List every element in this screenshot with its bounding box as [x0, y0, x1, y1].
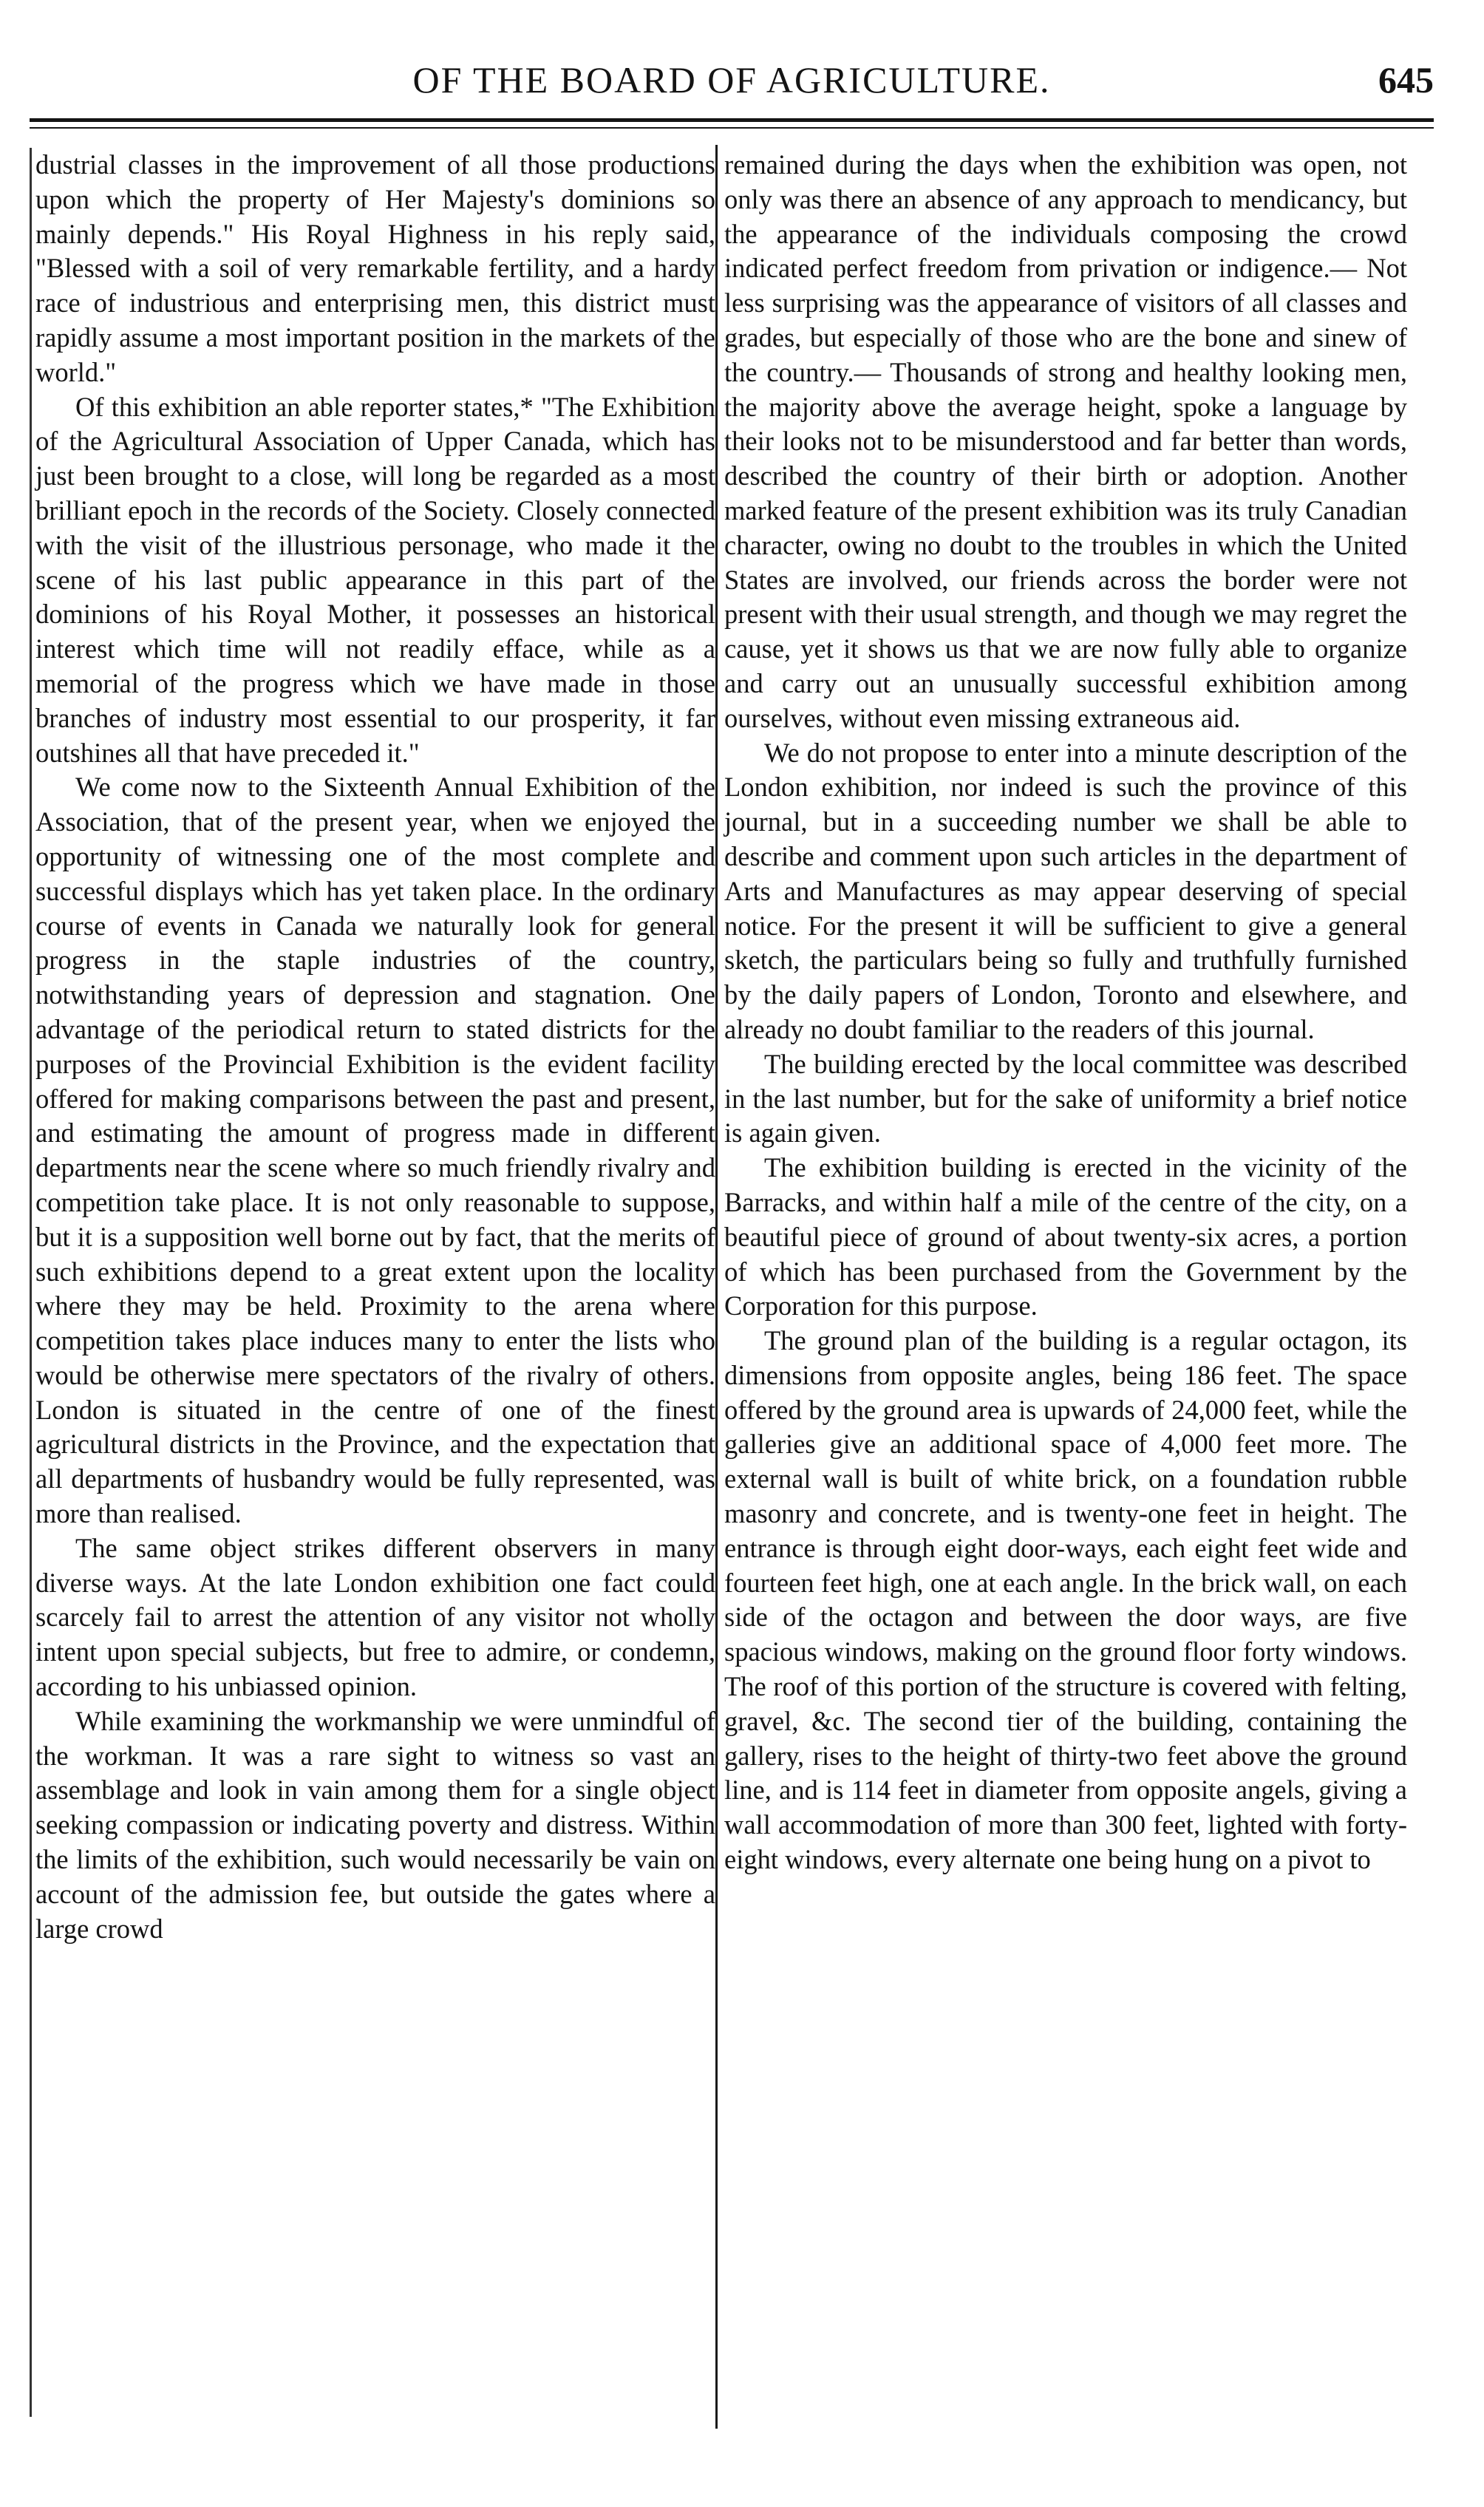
page-number: 645	[1378, 59, 1434, 101]
running-title: OF THE BOARD OF AGRICULTURE.	[412, 59, 1051, 101]
right-paragraph-3: The building erected by the local committee was described in the last number, but for the sake of uniformity a brief notice is again given.	[724, 1048, 1407, 1149]
header-rule-thin	[30, 127, 1434, 129]
left-paragraph-1: dustrial classes in the improvement of all those productions upon which the property of Her Majesty's dominions so mainly depends." His Royal Highness in his reply said, "Blessed with a soil of very remarkable fertility, and a hardy race of industrious and enterprising men, this district must rapidly assume a most important position in the markets of the world."	[35, 149, 715, 387]
column-divider	[715, 145, 718, 2429]
page-header	[30, 50, 1434, 109]
header-rule-thick	[30, 118, 1434, 122]
left-paragraph-4: The same object strikes different observers in many diverse ways. At the late London exhibition one fact could scarcely fail to arrest the attention of any visitor not wholly intent upon special subjects, but free to admire, or condemn, according to his unbiassed opinion.	[35, 1532, 715, 1702]
left-margin-line	[30, 148, 32, 2417]
right-paragraph-1: remained during the days when the exhibition was open, not only was there an absence of any approach to mendicancy, but the appearance of the individuals composing the crowd indicated perfect freedom from privation or indigence.— Not less surprising was the appearance of visitors of all classes and grades, but especially of those who are the bone and sinew of the country.— Thousands of strong and healthy looking men, the majority above the average height, spoke a language by their looks not to be misunderstood and far better than words, described the country of their birth or adoption. Another marked feature of the present exhibition was its truly Canadian character, owing no doubt to the troubles in which the United States are involved, our friends across the border were not present with their usual strength, and though we may regret the cause, yet it shows us that we are now fully able to organize and carry out an unusually successful exhibition among ourselves, without even missing extraneous aid.	[724, 149, 1407, 733]
left-paragraph-5: While examining the workmanship we were unmindful of the workman. It was a rare sight to witness so vast an assemblage and look in vain among them for a single object seeking compassion or indicating poverty and distress. Within the limits of the exhibition, such would necessarily be vain on account of the admission fee, but outside the gates where a large crowd	[35, 1705, 715, 1944]
right-column	[724, 148, 1407, 1877]
right-paragraph-2: We do not propose to enter into a minute description of the London exhibition, nor indeed is such the province of this journal, but in a succeeding number we shall be able to describe and comment upon such articles in the department of Arts and Manufactures as may appear deserving of special notice. For the present it will be sufficient to give a general sketch, the particulars being so fully and truthfully furnished by the daily papers of London, Toronto and elsewhere, and already no doubt familiar to the readers of this journal.	[724, 737, 1407, 1044]
right-paragraph-4: The exhibition building is erected in the vicinity of the Barracks, and within half a mile of the centre of the city, on a beautiful piece of ground of about twenty-six acres, a portion of which has been purchased from the Government by the Corporation for this purpose.	[724, 1152, 1407, 1321]
left-paragraph-3: We come now to the Sixteenth Annual Exhibition of the Association, that of the present year, when we enjoyed the opportunity of witnessing one of the most complete and successful displays which has yet taken place. In the ordinary course of events in Canada we naturally look for general progress in the staple industries of the country, notwithstanding years of depression and stagnation. One advantage of the periodical return to stated districts for the purposes of the Provincial Exhibition is the evident facility offered for making comparisons between the past and present, and estimating the amount of progress made in different departments near the scene where so much friendly rivalry and competition take place. It is not only reasonable to suppose, but it is a supposition well borne out by fact, that the merits of such exhibitions depend to a great extent upon the locality where they may be held. Proximity to the arena where competition takes place induces many to enter the lists who would be otherwise mere spectators of the rivalry of others. London is situated in the centre of one of the finest agricultural districts in the Province, and the expectation that all departments of husbandry would be fully represented, was more than realised.	[35, 772, 715, 1529]
left-column	[35, 148, 715, 1946]
right-paragraph-5: The ground plan of the building is a regular octagon, its dimensions from opposite angles, being 186 feet. The space offered by the ground area is upwards of 24,000 feet, while the galleries give an additional space of 4,000 feet more. The external wall is built of white brick, on a foundation rubble masonry and concrete, and is twenty-one feet in height. The entrance is through eight door-ways, each eight feet wide and fourteen feet high, one at each angle. In the brick wall, on each side of the octagon and between the door ways, are five spacious windows, making on the ground floor forty windows. The roof of this portion of the structure is covered with felting, gravel, &c. The second tier of the building, containing the gallery, rises to the height of thirty-two feet above the ground line, and is 114 feet in diameter from opposite angels, giving a wall accommodation of more than 300 feet, lighted with forty-eight windows, every alternate one being hung on a pivot to	[724, 1325, 1407, 1875]
left-paragraph-2: Of this exhibition an able reporter states,* "The Exhibition of the Agricultural Association of Upper Canada, which has just been brought to a close, will long be regarded as a most brilliant epoch in the records of the Society. Closely connected with the visit of the illustrious personage, who made it the scene of his last public appearance in this part of the dominions of his Royal Mother, it possesses an historical interest which time will not readily efface, while as a memorial of the progress which we have made in those branches of industry most essential to our prosperity, it far outshines all that have preceded it."	[35, 391, 715, 768]
